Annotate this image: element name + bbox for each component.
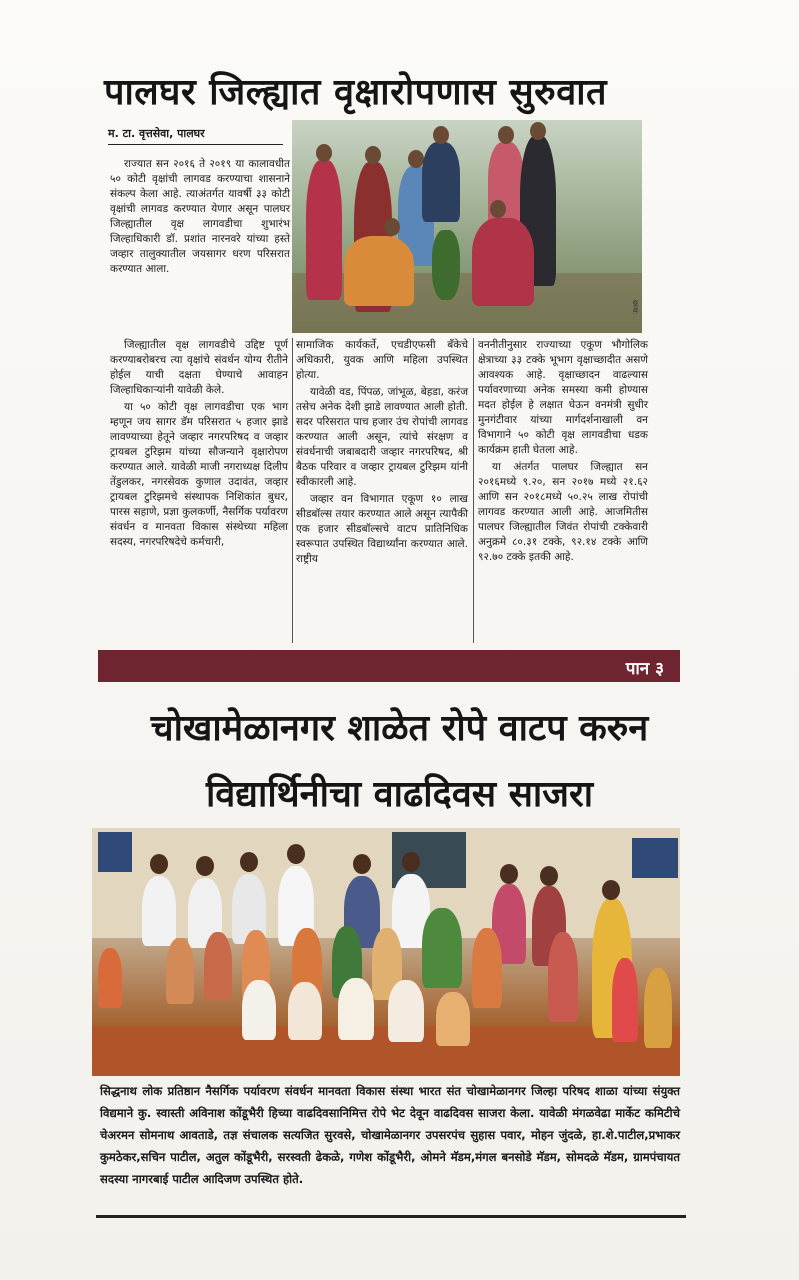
photo-child bbox=[436, 992, 470, 1046]
article1-column-intro bbox=[110, 157, 290, 279]
photo-window bbox=[632, 838, 678, 878]
photo-person-head bbox=[530, 122, 546, 140]
photo-person-head bbox=[316, 144, 332, 162]
photo-sapling bbox=[432, 230, 460, 300]
paragraph: या ५० कोटी वृक्ष लागवडीचा एक भाग म्हणून जय सागर डॅम परिसरात ५ हजार झाडे लावण्याच्या हेतूने जव्हार नगरपरिषद व जव्हार ट्रायबल टुरिझम यांच्या सौजन्याने वृक्षारोपण करण्यात आले. यावेळी माजी नगराध्यक्ष दिलीप तेंडुलकर, नगरसेवक कुणाल उदावंत, जव्हार ट्रायबल टुरिझमचे संस्थापक निशिकांत बुधर, पारस सहाणे, प्रज्ञा कुलकर्णी, नैसर्गिक पर्यावरण संवर्धन व मानवता विकास संस्थेच्या महिला सदस्य, नगरपरिषदेचे कर्मचारी, bbox=[110, 401, 288, 548]
photo-adult-head bbox=[540, 866, 558, 886]
photo-child bbox=[204, 932, 232, 1000]
article1-column-2 bbox=[296, 338, 468, 569]
photo-adult-head bbox=[287, 844, 305, 864]
photo-child bbox=[548, 932, 578, 1022]
article1-photo-tree-planting bbox=[292, 120, 642, 333]
article1-photo-credit: छाया: bbox=[631, 300, 639, 315]
photo-person-head bbox=[433, 126, 449, 144]
photo-adult-head bbox=[150, 854, 168, 874]
article1-headline: पालघर जिल्ह्यात वृक्षारोपणास सुरुवात bbox=[104, 72, 608, 113]
photo-person bbox=[422, 142, 460, 222]
photo-adult bbox=[142, 876, 176, 946]
article1-byline: म. टा. वृत्तसेवा, पालघर bbox=[108, 126, 283, 145]
photo-person-head bbox=[490, 200, 506, 218]
column-divider bbox=[292, 338, 293, 643]
photo-child bbox=[612, 958, 638, 1042]
photo-child bbox=[388, 980, 424, 1042]
photo-adult-head bbox=[353, 854, 371, 874]
photo-child bbox=[422, 908, 462, 988]
photo-child bbox=[98, 948, 122, 1008]
paragraph: या अंतर्गत पालघर जिल्ह्यात सन २०१६मध्ये ९.२०, सन २०१७ मध्ये २१.६२ आणि सन २०१८मध्ये ५०.२५ लाख रोपांची लागवड करण्यात आली आहे. आजमितीस पालघर जिल्ह्यातील जिवंत रोपांची टक्केवारी अनुक्रमे ८०.३१ टक्के, ९२.१४ टक्के आणि ९२.७० टक्के इतकी आहे. bbox=[478, 461, 648, 563]
photo-adult-head bbox=[602, 880, 620, 900]
photo-floor bbox=[92, 1026, 680, 1076]
paragraph: वननीतीनुसार राज्याच्या एकूण भौगोलिक क्षेत्राच्या ३३ टक्के भूभाग वृक्षाच्छादीत असणे आवश्यक आहे. वृक्षाच्छादन वाढल्यास पर्यावरणाच्या अनेक समस्या कमी होण्यास मदत होईल हे लक्षात घेऊन वनमंत्री सुधीर मुनगंटीवार यांच्या मार्गदर्शनाखाली वन विभागाने ५० कोटी वृक्ष लागवडीचा धडक कार्यक्रम हाती घेतला आहे. bbox=[478, 339, 648, 456]
paragraph: यावेळी वड, पिंपळ, जांभूळ, बेहडा, करंज तसेच अनेक देशी झाडे लावण्यात आली होती. सदर परिसरात पाच हजार उंच रोपांची लागवड करण्यात आली असून, त्यांचे संरक्षण व संवर्धनाची जबाबदारी जव्हार नगरपरिषद, श्री बैठक परिवार व जव्हार ट्रायबल टुरिझम यांनी स्वीकारली आहे. bbox=[296, 386, 468, 488]
photo-child bbox=[644, 968, 672, 1048]
photo-adult-head bbox=[240, 852, 258, 872]
photo-wall bbox=[92, 828, 680, 938]
photo-person bbox=[472, 218, 534, 306]
column-divider bbox=[473, 338, 474, 643]
photo-adult-head bbox=[196, 856, 214, 876]
page-number-label: पान ३ bbox=[625, 659, 664, 679]
article2-photo-group bbox=[92, 828, 680, 1076]
article2-caption: सिद्धनाथ लोक प्रतिष्ठान नैसर्गिक पर्यावरण संवर्धन मानवता विकास संस्था भारत संत चोखामेळानगर जिल्हा परिषद शाळा यांच्या संयुक्त विद्यमाने कु. स्वास्ती अविनाश कोंडूभैरी हिच्या वाढदिवसानिमित्त रोपे भेट देवून वाढदिवस साजरा केला. यावेळी मंगळवेढा मार्केट कमिटीचे चेअरमन सोमनाथ आवताडे, तज्ञ संचालक सत्यजित सुरवसे, चोखामेळानगर उपसरपंच सुहास पवार, मोहन जुंदळे, हा.शे.पाटील,प्रभाकर कुमठेकर,सचिन पाटील, अतुल कोंडूभैरी, सरस्वती ढेकळे, गणेश कोंडूभैरी, ओमने मॅडम,मंगल बनसोडे मॅडम, सोमदळे मॅडम, ग्रामपंचायत सदस्या नागरबाई पाटील आदिजण उपस्थित होते. bbox=[100, 1084, 680, 1186]
photo-window bbox=[98, 832, 132, 872]
article2-headline-line1: चोखामेळानगर शाळेत रोपे वाटप करुन bbox=[150, 708, 649, 749]
photo-child bbox=[166, 938, 194, 1004]
article1-column-3 bbox=[478, 338, 648, 567]
photo-child bbox=[338, 978, 374, 1040]
article2-headline-line2: विद्यार्थिनीचा वाढदिवस साजरा bbox=[205, 774, 594, 815]
photo-person-head bbox=[384, 218, 400, 236]
photo-person bbox=[344, 236, 414, 306]
photo-person bbox=[306, 160, 342, 300]
article1-column-1 bbox=[110, 338, 288, 552]
photo-adult-head bbox=[402, 852, 420, 872]
photo-child bbox=[242, 980, 276, 1040]
photo-adult-head bbox=[500, 864, 518, 884]
paragraph: जव्हार वन विभागात एकूण १० लाख सीडबॉल्स तयार करण्यात आले असून त्यापैकी एक हजार सीडबॉल्सचे वाटप प्रातिनिधिक स्वरूपात उपस्थित विद्यार्थ्यांना करण्यात आले. राष्ट्रीय bbox=[296, 493, 468, 565]
photo-person-head bbox=[365, 146, 381, 164]
photo-child bbox=[472, 928, 502, 1008]
photo-person-head bbox=[498, 126, 514, 144]
bottom-rule bbox=[96, 1215, 686, 1218]
paragraph: जिल्ह्यातील वृक्ष लागवडीचे उद्दिष्ट पूर्ण करण्याबरोबरच त्या वृक्षांचे संवर्धन योग्य रीतीने होईल याची दक्षता घेण्याचे आवाहन जिल्हाधिकाऱ्यांनी यावेळी केले. bbox=[110, 339, 288, 396]
photo-child bbox=[288, 982, 322, 1040]
paragraph: राज्यात सन २०१६ ते २०१९ या कालावधीत ५० कोटी वृक्षांची लागवड करण्याचा शासनाने संकल्प केला आहे. त्याअंतर्गत यावर्षी ३३ कोटी वृक्षांची लागवड करण्यात येणार असून पालघर जिल्ह्यातील वृक्ष लागवडीचा शुभारंभ जिल्हाधिकारी डॉ. प्रशांत नारनवरे यांच्या हस्ते जव्हार तालुक्यातील जयसागर धरण परिसरात करण्यात आला. bbox=[110, 158, 290, 275]
paragraph: सामाजिक कार्यकर्ते, एचडीएफसी बँकेचे अधिकारी, युवक आणि महिला उपस्थित होत्या. bbox=[296, 339, 468, 381]
page-number-band bbox=[98, 650, 680, 682]
